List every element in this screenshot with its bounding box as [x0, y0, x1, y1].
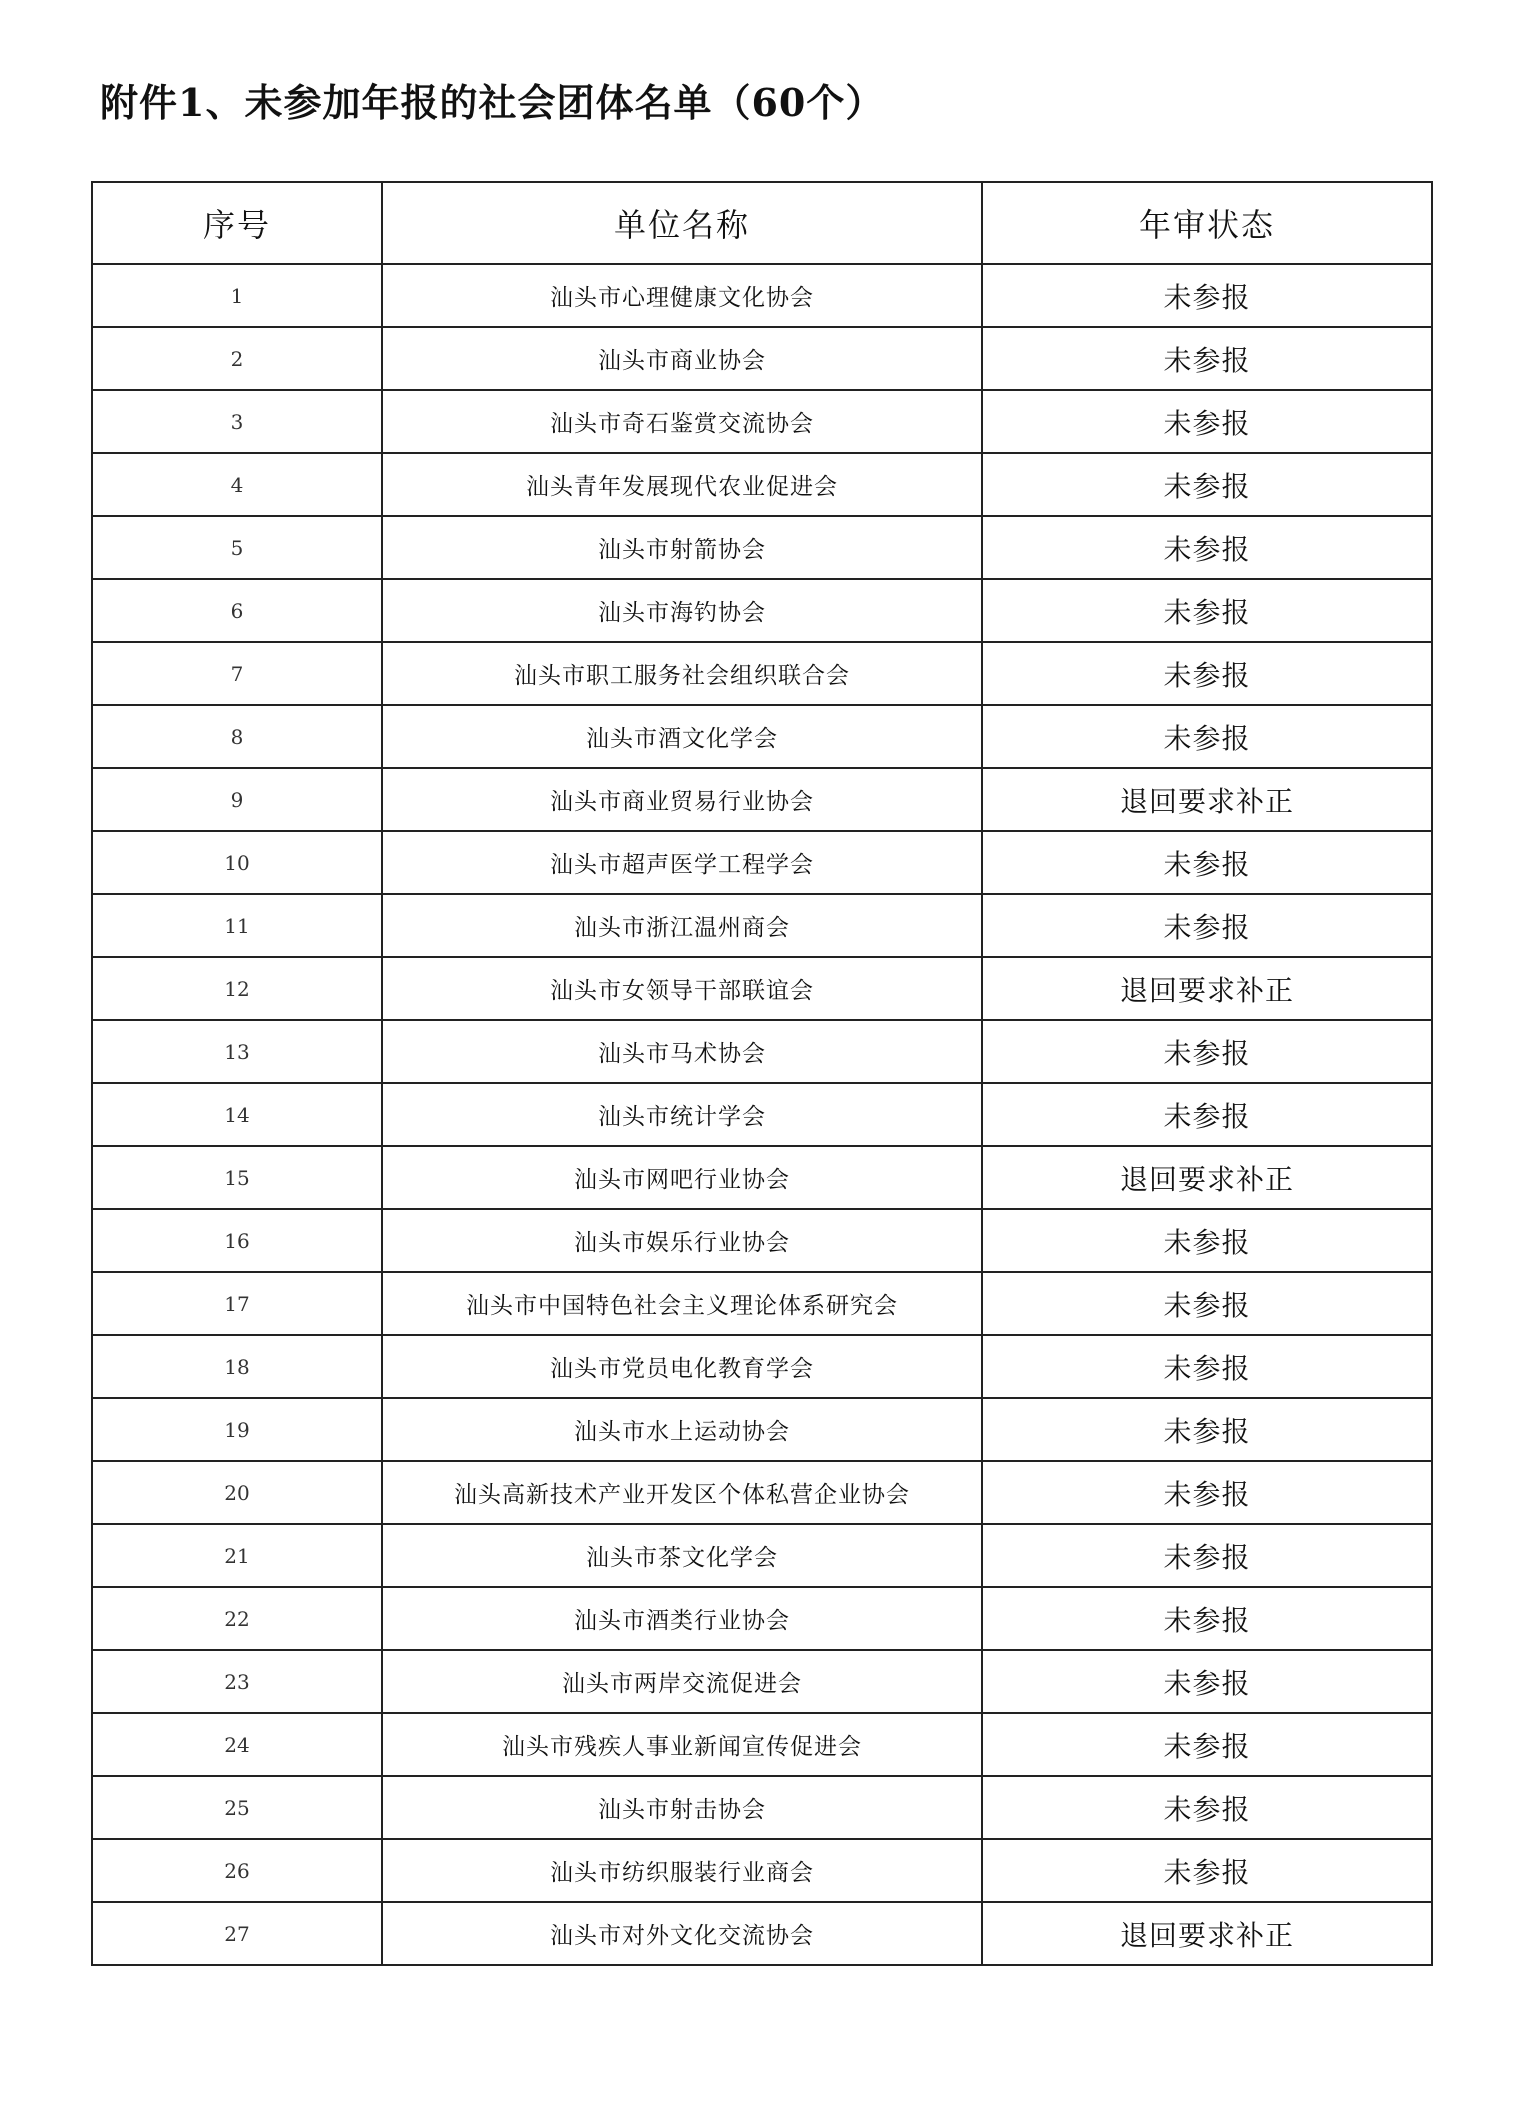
row-seq: 18: [92, 1335, 382, 1398]
table-row: [92, 642, 1432, 705]
row-org-name: 汕头市超声医学工程学会: [382, 831, 982, 894]
table-row: [92, 1335, 1432, 1398]
header-seq: 序号: [92, 182, 382, 264]
row-status: 未参报: [982, 390, 1432, 453]
row-status: 未参报: [982, 453, 1432, 516]
header-status: 年审状态: [982, 182, 1432, 264]
table-row: [92, 1398, 1432, 1461]
row-seq: 5: [92, 516, 382, 579]
row-org-name: 汕头市海钓协会: [382, 579, 982, 642]
row-seq: 26: [92, 1839, 382, 1902]
table-row: [92, 1209, 1432, 1272]
row-org-name: 汕头市党员电化教育学会: [382, 1335, 982, 1398]
row-seq: 9: [92, 768, 382, 831]
table-row: [92, 1146, 1432, 1209]
row-status: 未参报: [982, 1587, 1432, 1650]
row-org-name: 汕头市商业贸易行业协会: [382, 768, 982, 831]
row-seq: 8: [92, 705, 382, 768]
row-seq: 22: [92, 1587, 382, 1650]
row-status: 未参报: [982, 642, 1432, 705]
row-seq: 25: [92, 1776, 382, 1839]
row-seq: 14: [92, 1083, 382, 1146]
row-seq: 24: [92, 1713, 382, 1776]
row-org-name: 汕头市中国特色社会主义理论体系研究会: [382, 1272, 982, 1335]
table-row: [92, 264, 1432, 327]
row-status: 未参报: [982, 327, 1432, 390]
row-org-name: 汕头市残疾人事业新闻宣传促进会: [382, 1713, 982, 1776]
table-header-row: [92, 182, 1432, 264]
table-row: [92, 1839, 1432, 1902]
page-title: 附件1、未参加年报的社会团体名单（60个）: [100, 80, 885, 125]
row-status: 未参报: [982, 705, 1432, 768]
table-row: [92, 516, 1432, 579]
row-seq: 3: [92, 390, 382, 453]
row-seq: 2: [92, 327, 382, 390]
row-status: 未参报: [982, 1335, 1432, 1398]
row-status: 未参报: [982, 1524, 1432, 1587]
row-org-name: 汕头市统计学会: [382, 1083, 982, 1146]
row-org-name: 汕头市射击协会: [382, 1776, 982, 1839]
row-org-name: 汕头市网吧行业协会: [382, 1146, 982, 1209]
table-row: [92, 1083, 1432, 1146]
row-seq: 6: [92, 579, 382, 642]
row-seq: 10: [92, 831, 382, 894]
row-seq: 23: [92, 1650, 382, 1713]
row-org-name: 汕头市水上运动协会: [382, 1398, 982, 1461]
table-row: [92, 894, 1432, 957]
row-org-name: 汕头市两岸交流促进会: [382, 1650, 982, 1713]
table-row: [92, 957, 1432, 1020]
header-name: 单位名称: [382, 182, 982, 264]
row-org-name: 汕头市茶文化学会: [382, 1524, 982, 1587]
table-row: [92, 1713, 1432, 1776]
row-org-name: 汕头市酒文化学会: [382, 705, 982, 768]
row-org-name: 汕头市奇石鉴赏交流协会: [382, 390, 982, 453]
table-body: [92, 264, 1432, 1965]
row-status: 未参报: [982, 264, 1432, 327]
row-status: 未参报: [982, 1083, 1432, 1146]
row-seq: 19: [92, 1398, 382, 1461]
table-row: [92, 705, 1432, 768]
row-seq: 21: [92, 1524, 382, 1587]
row-org-name: 汕头市娱乐行业协会: [382, 1209, 982, 1272]
row-org-name: 汕头市职工服务社会组织联合会: [382, 642, 982, 705]
table-row: [92, 1272, 1432, 1335]
row-status: 未参报: [982, 516, 1432, 579]
row-org-name: 汕头市商业协会: [382, 327, 982, 390]
row-status: 未参报: [982, 1020, 1432, 1083]
row-seq: 11: [92, 894, 382, 957]
row-org-name: 汕头市射箭协会: [382, 516, 982, 579]
row-status: 未参报: [982, 894, 1432, 957]
table-row: [92, 768, 1432, 831]
row-status: 未参报: [982, 831, 1432, 894]
table-row: [92, 453, 1432, 516]
row-status: 退回要求补正: [982, 957, 1432, 1020]
table-row: [92, 390, 1432, 453]
row-seq: 27: [92, 1902, 382, 1965]
row-seq: 16: [92, 1209, 382, 1272]
table-row: [92, 1020, 1432, 1083]
row-org-name: 汕头市马术协会: [382, 1020, 982, 1083]
row-org-name: 汕头市酒类行业协会: [382, 1587, 982, 1650]
table-row: [92, 579, 1432, 642]
row-seq: 1: [92, 264, 382, 327]
row-status: 未参报: [982, 1461, 1432, 1524]
table-row: [92, 1902, 1432, 1965]
table-row: [92, 831, 1432, 894]
row-status: 退回要求补正: [982, 1146, 1432, 1209]
row-status: 未参报: [982, 1776, 1432, 1839]
row-status: 未参报: [982, 579, 1432, 642]
table-row: [92, 1461, 1432, 1524]
row-status: 未参报: [982, 1398, 1432, 1461]
row-seq: 12: [92, 957, 382, 1020]
table-row: [92, 1587, 1432, 1650]
row-seq: 7: [92, 642, 382, 705]
row-seq: 13: [92, 1020, 382, 1083]
row-org-name: 汕头市女领导干部联谊会: [382, 957, 982, 1020]
row-seq: 15: [92, 1146, 382, 1209]
row-seq: 4: [92, 453, 382, 516]
table-row: [92, 1524, 1432, 1587]
table-row: [92, 1650, 1432, 1713]
row-status: 未参报: [982, 1209, 1432, 1272]
table-row: [92, 1776, 1432, 1839]
row-org-name: 汕头市浙江温州商会: [382, 894, 982, 957]
organization-table: [91, 181, 1433, 1966]
row-status: 未参报: [982, 1272, 1432, 1335]
row-status: 未参报: [982, 1839, 1432, 1902]
row-status: 未参报: [982, 1650, 1432, 1713]
row-org-name: 汕头市纺织服装行业商会: [382, 1839, 982, 1902]
row-status: 退回要求补正: [982, 1902, 1432, 1965]
row-org-name: 汕头市心理健康文化协会: [382, 264, 982, 327]
row-status: 未参报: [982, 1713, 1432, 1776]
row-org-name: 汕头青年发展现代农业促进会: [382, 453, 982, 516]
table-row: [92, 327, 1432, 390]
row-status: 退回要求补正: [982, 768, 1432, 831]
row-seq: 17: [92, 1272, 382, 1335]
row-seq: 20: [92, 1461, 382, 1524]
row-org-name: 汕头高新技术产业开发区个体私营企业协会: [382, 1461, 982, 1524]
row-org-name: 汕头市对外文化交流协会: [382, 1902, 982, 1965]
